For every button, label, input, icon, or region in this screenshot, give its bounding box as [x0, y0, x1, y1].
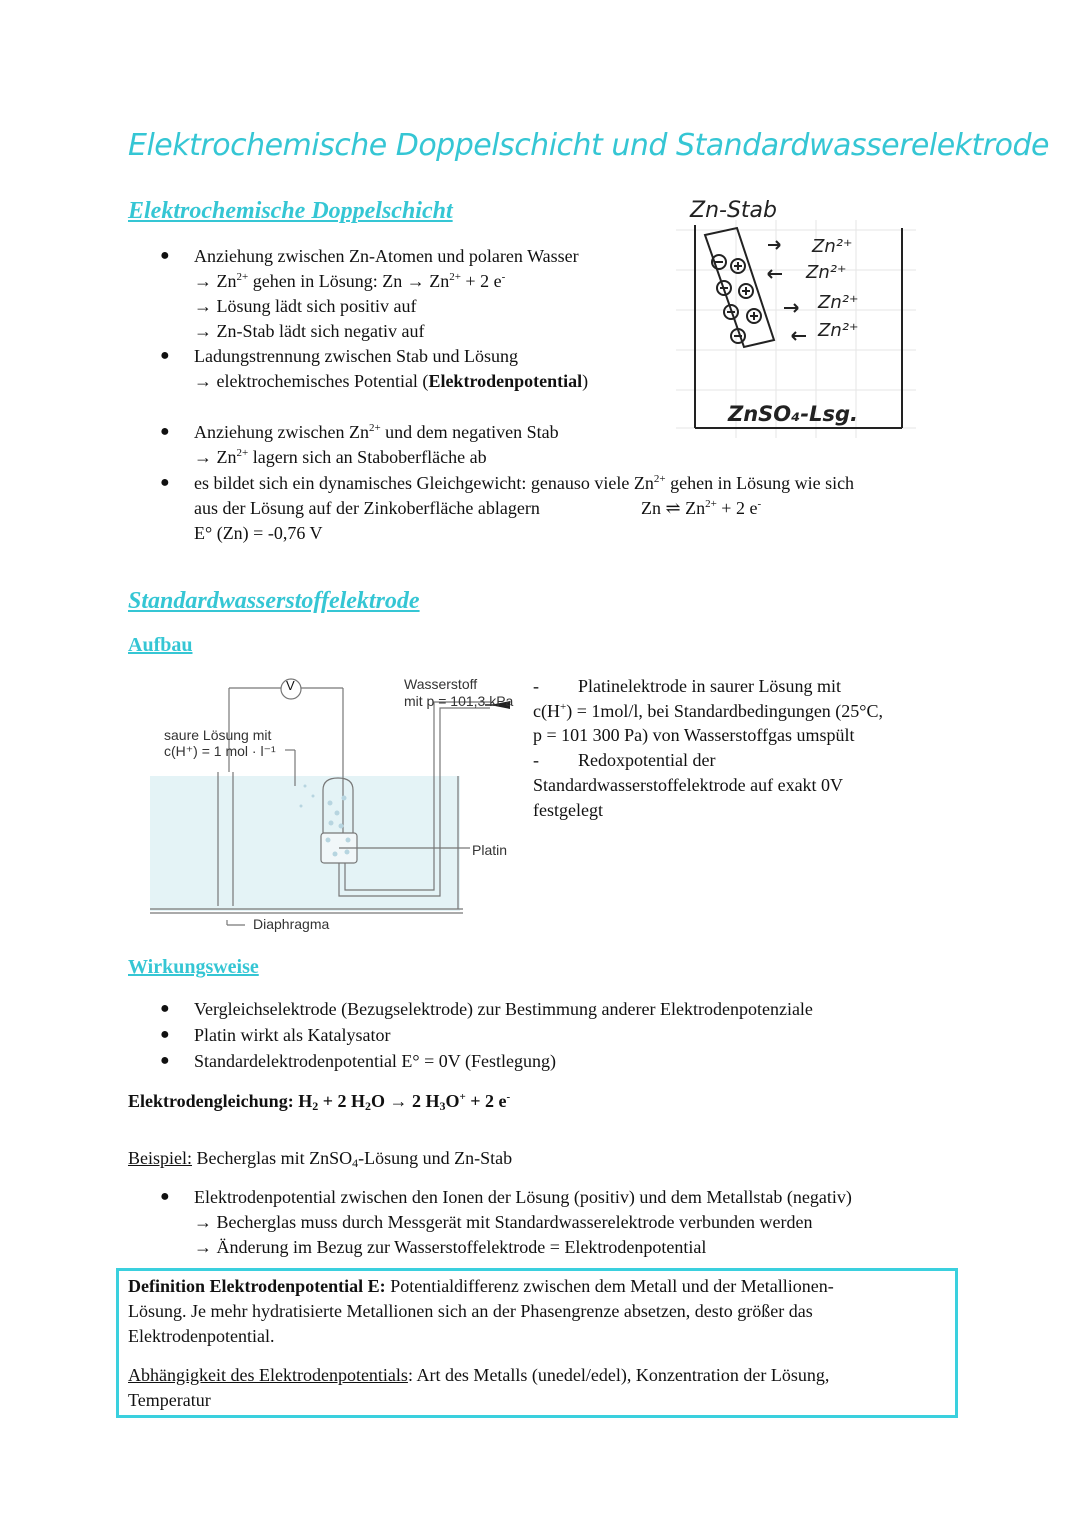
- hydrogen-pressure-label: mit p = 101,3 kPa: [404, 693, 514, 709]
- text-line: Platinelektrode in saurer Lösung mit: [578, 676, 841, 696]
- definition-line: Elektrodenpotential.: [128, 1326, 275, 1346]
- bullet: ●: [160, 247, 170, 264]
- bullet: ●: [160, 1026, 170, 1043]
- text-line: festgelegt: [533, 800, 603, 820]
- definition-line: Lösung. Je mehr hydratisierte Metallionen sich an der Phasengrenze absetzen, desto größer das: [128, 1301, 813, 1321]
- dependency-line: Temperatur: [128, 1390, 211, 1410]
- definition-line: Definition Elektrodenpotential E: Potentialdifferenz zwischen dem Metall und der Metallionen-: [128, 1276, 834, 1296]
- text-line: p = 101 300 Pa) von Wasserstoffgas umspült: [533, 725, 855, 745]
- equilibrium-equation: Zn ⇌ $Zn^{2+} + 2$ e-: [641, 498, 762, 518]
- text-line: Anziehung zwischen Zn-Atomen und polaren Wasser: [194, 246, 579, 266]
- text-line: → elektrochemisches Potential (Elektrodenpotential): [194, 371, 589, 391]
- text-line: → Lösung lädt sich positiv auf: [194, 296, 417, 316]
- text-line: es bildet sich ein dynamisches Gleichgewicht: genauso viele $Zn^{2+}$ gehen in Lösung wie sich: [194, 473, 855, 493]
- text-line: → $Zn^{2+}$ gehen in Lösung: $Zn \to Zn^{2+} + 2$ e-: [194, 271, 506, 291]
- text-line: c(H+) = 1mol/l, bei Standardbedingungen (25°C,: [533, 701, 884, 721]
- sketch-ion-label: Zn²⁺: [818, 292, 859, 313]
- sketch-ion-label: Zn²⁺: [818, 320, 859, 341]
- acid-concentration-label: c(H⁺) = 1 mol · l⁻¹: [164, 743, 276, 759]
- sketch-ion-label: Zn²⁺: [806, 262, 847, 283]
- heading-doppelschicht: Elektrochemische Doppelschicht: [128, 198, 453, 224]
- hydrogen-label: Wasserstoff: [404, 676, 478, 692]
- standard-potential-zn: E° (Zn) = -0,76 V: [194, 523, 323, 543]
- example-line: Beispiel: Becherglas mit ZnSO$_4$-Lösung und Zn-Stab: [128, 1148, 513, 1170]
- text-line: Anziehung zwischen $Zn^{2+}$ und dem negativen Stab: [194, 422, 559, 442]
- platinum-label: Platin: [472, 842, 508, 858]
- sketch-solution-label: ZnSO₄-Lsg.: [728, 402, 858, 426]
- text-line: Platin wirkt als Katalysator: [194, 1025, 391, 1045]
- text-line: Standardwasserstoffelektrode auf exakt 0V: [533, 775, 844, 795]
- acid-solution-label: saure Lösung mit: [164, 727, 272, 743]
- electrode-equation: Elektrodengleichung: $H_2 + 2$ $H_2O \to 2$ $H_3O^+ + 2$ e-: [128, 1091, 511, 1113]
- voltmeter-label: V: [286, 678, 295, 693]
- sketch-rod-label: Zn-Stab: [690, 198, 777, 223]
- text-line: Elektrodenpotential zwischen den Ionen der Lösung (positiv) und dem Metallstab (negativ): [194, 1187, 852, 1207]
- heading-wirkungsweise: Wirkungsweise: [128, 956, 259, 978]
- dependency-line: Abhängigkeit des Elektrodenpotentials: Art des Metalls (unedel/edel), Konzentration der Lösung,: [128, 1365, 830, 1385]
- text-line: Standardelektrodenpotential E° = 0V (Festlegung): [194, 1051, 556, 1071]
- page-title: Elektrochemische Doppelschicht und Standardwasserelektrode: [128, 128, 1049, 163]
- dash: -: [533, 676, 539, 696]
- text-line: Vergleichselektrode (Bezugselektrode) zur Bestimmung anderer Elektrodenpotenziale: [194, 999, 813, 1019]
- diaphragm-label: Diaphragma: [253, 916, 330, 932]
- text-line: aus der Lösung auf der Zinkoberfläche ablagern: [194, 498, 540, 518]
- text-line: Redoxpotential der: [578, 750, 716, 770]
- bullet: ●: [160, 1188, 170, 1205]
- bullet: ●: [160, 1000, 170, 1017]
- dash: -: [533, 750, 539, 770]
- bullet: ●: [160, 474, 170, 491]
- bullet: ●: [160, 423, 170, 440]
- text-line: → Becherglas muss durch Messgerät mit Standardwasserelektrode verbunden werden: [194, 1212, 813, 1232]
- text-line: → Änderung im Bezug zur Wasserstoffelektrode = Elektrodenpotential: [194, 1237, 707, 1257]
- bullet: ●: [160, 1052, 170, 1069]
- hydrogen-electrode-diagram: [145, 668, 525, 948]
- sketch-ion-label: Zn²⁺: [812, 236, 853, 257]
- bullet: ●: [160, 347, 170, 364]
- heading-standardwasserstoffelektrode: Standardwasserstoffelektrode: [128, 588, 420, 614]
- text-line: → $Zn^{2+}$ lagern sich an Staboberfläche ab: [194, 447, 487, 467]
- text-line: Ladungstrennung zwischen Stab und Lösung: [194, 346, 518, 366]
- heading-aufbau: Aufbau: [128, 634, 193, 656]
- text-line: → Zn-Stab lädt sich negativ auf: [194, 321, 425, 341]
